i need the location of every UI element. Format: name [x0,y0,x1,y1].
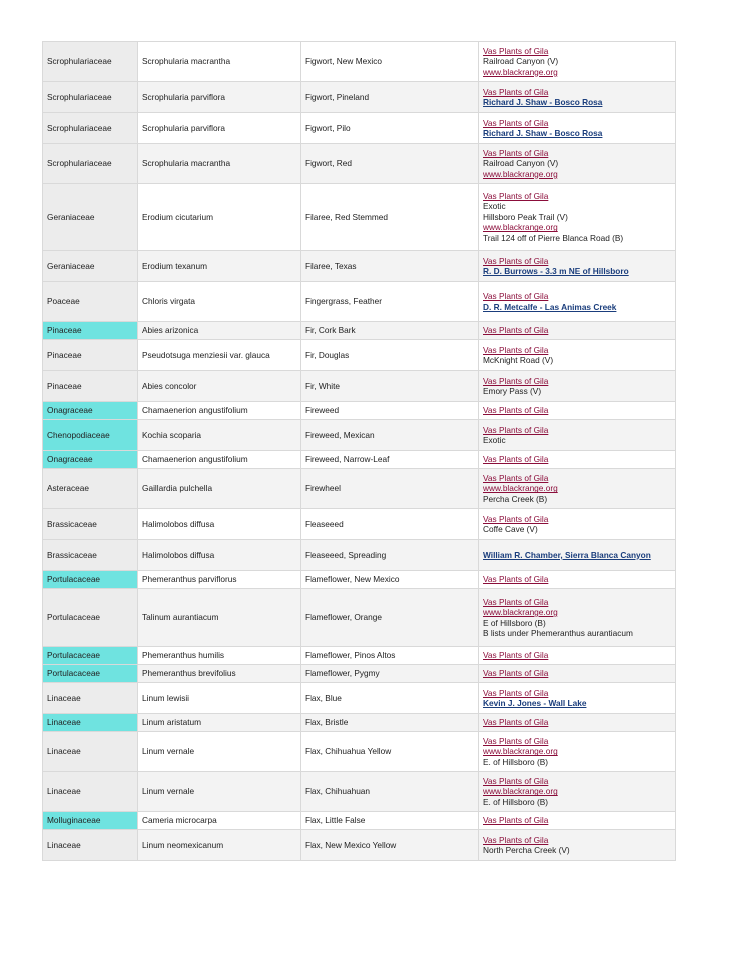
source-link[interactable]: Vas Plants of Gila [483,344,549,355]
family-cell: Onagraceae [43,402,138,420]
source-cell [479,144,676,184]
family-cell: Scrophulariaceae [43,82,138,113]
family-cell: Linaceae [43,830,138,861]
source-link[interactable]: Vas Plants of Gila [483,513,549,524]
common-name-cell: Flax, Chihuahua Yellow [301,732,479,772]
species-cell: Halimolobos diffusa [138,509,301,540]
family-cell: Portulacaceae [43,665,138,683]
species-cell: Linum neomexicanum [138,830,301,861]
table-row [43,322,676,340]
table-row [43,469,676,509]
source-cell [479,322,676,340]
source-link[interactable]: Vas Plants of Gila [483,834,549,845]
common-name-cell: Flameflower, Pygmy [301,665,479,683]
species-cell: Scrophularia macrantha [138,42,301,82]
family-cell: Portulacaceae [43,647,138,665]
source-link[interactable]: Vas Plants of Gila [483,117,549,128]
source-note: Railroad Canyon (V) [483,56,559,67]
source-cell [479,42,676,82]
common-name-cell: Flax, Bristle [301,714,479,732]
family-cell: Pinaceae [43,371,138,402]
source-cell [479,830,676,861]
table-row [43,420,676,451]
family-cell: Scrophulariaceae [43,42,138,82]
source-cell [479,647,676,665]
table-row [43,184,676,251]
source-cell [479,469,676,509]
common-name-cell: Fir, White [301,371,479,402]
species-cell: Cameria microcarpa [138,812,301,830]
source-link[interactable]: D. R. Metcalfe - Las Animas Creek [483,301,617,312]
source-link[interactable]: Vas Plants of Gila [483,775,549,786]
source-link[interactable]: Vas Plants of Gila [483,717,549,728]
table-row [43,371,676,402]
source-cell [479,714,676,732]
species-cell: Linum aristatum [138,714,301,732]
common-name-cell: Fireweed [301,402,479,420]
table-row [43,451,676,469]
source-link[interactable]: Vas Plants of Gila [483,574,549,585]
source-cell [479,371,676,402]
source-note: Trail 124 off of Pierre Blanca Road (B) [483,232,624,243]
species-cell: Linum vernale [138,732,301,772]
source-link[interactable]: Kevin J. Jones - Wall Lake [483,698,587,708]
family-cell: Asteraceae [43,469,138,509]
common-name-cell: Firewheel [301,469,479,509]
source-link[interactable]: Vas Plants of Gila [483,375,549,386]
species-cell: Phemeranthus parviflorus [138,571,301,589]
species-cell: Pseudotsuga menziesii var. glauca [138,340,301,371]
source-note: E of Hillsboro (B) [483,617,546,628]
common-name-cell: Filaree, Red Stemmed [301,184,479,251]
table-row [43,251,676,282]
table-row [43,732,676,772]
table-row [43,772,676,812]
source-note: B lists under Phemeranthus aurantiacum [483,628,633,638]
source-note: E. of Hillsboro (B) [483,796,549,807]
source-cell [479,665,676,683]
species-cell: Chloris virgata [138,282,301,322]
table-row [43,42,676,82]
source-link[interactable]: Vas Plants of Gila [483,255,549,266]
table-row [43,665,676,683]
family-cell: Chenopodiaceae [43,420,138,451]
source-link[interactable]: www.blackrange.org [483,483,558,494]
source-cell [479,812,676,830]
family-cell: Linaceae [43,714,138,732]
table-row [43,647,676,665]
source-cell [479,509,676,540]
table-row [43,830,676,861]
source-cell [479,571,676,589]
common-name-cell: Figwort, Red [301,144,479,184]
source-link[interactable]: Vas Plants of Gila [483,650,549,661]
source-note: North Percha Creek (V) [483,845,570,855]
source-link[interactable]: www.blackrange.org [483,168,558,179]
source-link[interactable]: Vas Plants of Gila [483,596,549,607]
family-cell: Onagraceae [43,451,138,469]
table-row [43,683,676,714]
species-cell: Scrophularia macrantha [138,144,301,184]
common-name-cell: Flameflower, Orange [301,589,479,647]
source-cell [479,402,676,420]
species-cell: Gaillardia pulchella [138,469,301,509]
family-cell: Linaceae [43,772,138,812]
family-cell: Molluginaceae [43,812,138,830]
source-link[interactable]: Vas Plants of Gila [483,454,549,465]
species-cell: Talinum aurantiacum [138,589,301,647]
species-cell: Chamaenerion angustifolium [138,402,301,420]
table-row [43,340,676,371]
source-cell [479,420,676,451]
common-name-cell: Flameflower, New Mexico [301,571,479,589]
species-cell: Phemeranthus brevifolius [138,665,301,683]
table-row [43,812,676,830]
source-cell [479,772,676,812]
species-cell: Halimolobos diffusa [138,540,301,571]
source-note: E. of Hillsboro (B) [483,756,549,767]
source-link[interactable]: Vas Plants of Gila [483,735,549,746]
common-name-cell: Figwort, Pilo [301,113,479,144]
table-row [43,82,676,113]
family-cell: Scrophulariaceae [43,144,138,184]
source-note: McKnight Road (V) [483,355,554,365]
family-cell: Brassicaceae [43,540,138,571]
source-note: Coffe Cave (V) [483,524,538,534]
source-link[interactable]: Richard J. Shaw - Bosco Rosa [483,128,603,138]
species-cell: Chamaenerion angustifolium [138,451,301,469]
table-row [43,282,676,322]
common-name-cell: Fingergrass, Feather [301,282,479,322]
source-cell [479,451,676,469]
source-note: Exotic [483,435,506,445]
family-cell: Scrophulariaceae [43,113,138,144]
source-cell [479,340,676,371]
species-cell: Erodium texanum [138,251,301,282]
source-cell [479,113,676,144]
source-cell [479,82,676,113]
common-name-cell: Flax, Little False [301,812,479,830]
species-cell: Phemeranthus humilis [138,647,301,665]
species-cell: Abies arizonica [138,322,301,340]
source-link[interactable]: Vas Plants of Gila [483,424,549,435]
source-cell [479,683,676,714]
source-link[interactable]: www.blackrange.org [483,746,558,757]
source-link[interactable]: www.blackrange.org [483,786,558,797]
source-link[interactable]: Vas Plants of Gila [483,405,549,416]
table-row [43,402,676,420]
source-link[interactable]: Richard J. Shaw - Bosco Rosa [483,97,603,107]
table-row [43,571,676,589]
source-cell [479,589,676,647]
common-name-cell: Flax, Blue [301,683,479,714]
common-name-cell: Flameflower, Pinos Altos [301,647,479,665]
source-link[interactable]: www.blackrange.org [483,222,558,233]
source-cell [479,184,676,251]
source-note: Emory Pass (V) [483,386,542,396]
common-name-cell: Fleaseeed, Spreading [301,540,479,571]
source-link[interactable]: Vas Plants of Gila [483,291,549,301]
family-cell: Poaceae [43,282,138,322]
species-cell: Erodium cicutarium [138,184,301,251]
source-link[interactable]: Vas Plants of Gila [483,147,549,158]
table-row [43,714,676,732]
family-cell: Geraniaceae [43,184,138,251]
plant-list-body [43,42,676,861]
source-link[interactable]: Vas Plants of Gila [483,45,549,56]
species-cell: Linum lewisii [138,683,301,714]
source-note: Exotic [483,201,506,212]
source-note: Percha Creek (B) [483,493,548,504]
species-cell: Abies concolor [138,371,301,402]
table-row [43,509,676,540]
species-cell: Scrophularia parviflora [138,82,301,113]
common-name-cell: Figwort, New Mexico [301,42,479,82]
source-link[interactable]: Vas Plants of Gila [483,472,549,483]
common-name-cell: Flax, Chihuahuan [301,772,479,812]
source-link[interactable]: www.blackrange.org [483,66,558,77]
family-cell: Brassicaceae [43,509,138,540]
source-link[interactable]: Vas Plants of Gila [483,325,549,336]
species-cell: Scrophularia parviflora [138,113,301,144]
common-name-cell: Fireweed, Mexican [301,420,479,451]
family-cell: Pinaceae [43,340,138,371]
source-link[interactable]: Vas Plants of Gila [483,815,549,826]
plant-list-table [42,41,676,861]
source-cell [479,282,676,322]
common-name-cell: Fireweed, Narrow-Leaf [301,451,479,469]
family-cell: Linaceae [43,732,138,772]
source-link[interactable]: www.blackrange.org [483,607,558,617]
family-cell: Portulacaceae [43,571,138,589]
source-note: Railroad Canyon (V) [483,158,559,169]
source-cell [479,251,676,282]
source-link[interactable]: R. D. Burrows - 3.3 m NE of Hillsboro [483,266,629,276]
table-row [43,540,676,571]
family-cell: Portulacaceae [43,589,138,647]
table-row [43,589,676,647]
common-name-cell: Fir, Douglas [301,340,479,371]
family-cell: Geraniaceae [43,251,138,282]
common-name-cell: Filaree, Texas [301,251,479,282]
source-link[interactable]: Vas Plants of Gila [483,190,549,201]
source-cell [479,540,676,571]
source-note: Hillsboro Peak Trail (V) [483,211,568,222]
family-cell: Pinaceae [43,322,138,340]
source-cell [479,732,676,772]
common-name-cell: Fir, Cork Bark [301,322,479,340]
species-cell: Kochia scoparia [138,420,301,451]
common-name-cell: Fleaseeed [301,509,479,540]
source-link[interactable]: William R. Chamber, Sierra Blanca Canyon [483,549,651,560]
table-row [43,113,676,144]
source-link[interactable]: Vas Plants of Gila [483,687,549,698]
table-row [43,144,676,184]
family-cell: Linaceae [43,683,138,714]
source-link[interactable]: Vas Plants of Gila [483,668,549,679]
common-name-cell: Flax, New Mexico Yellow [301,830,479,861]
source-link[interactable]: Vas Plants of Gila [483,86,549,97]
species-cell: Linum vernale [138,772,301,812]
common-name-cell: Figwort, Pineland [301,82,479,113]
